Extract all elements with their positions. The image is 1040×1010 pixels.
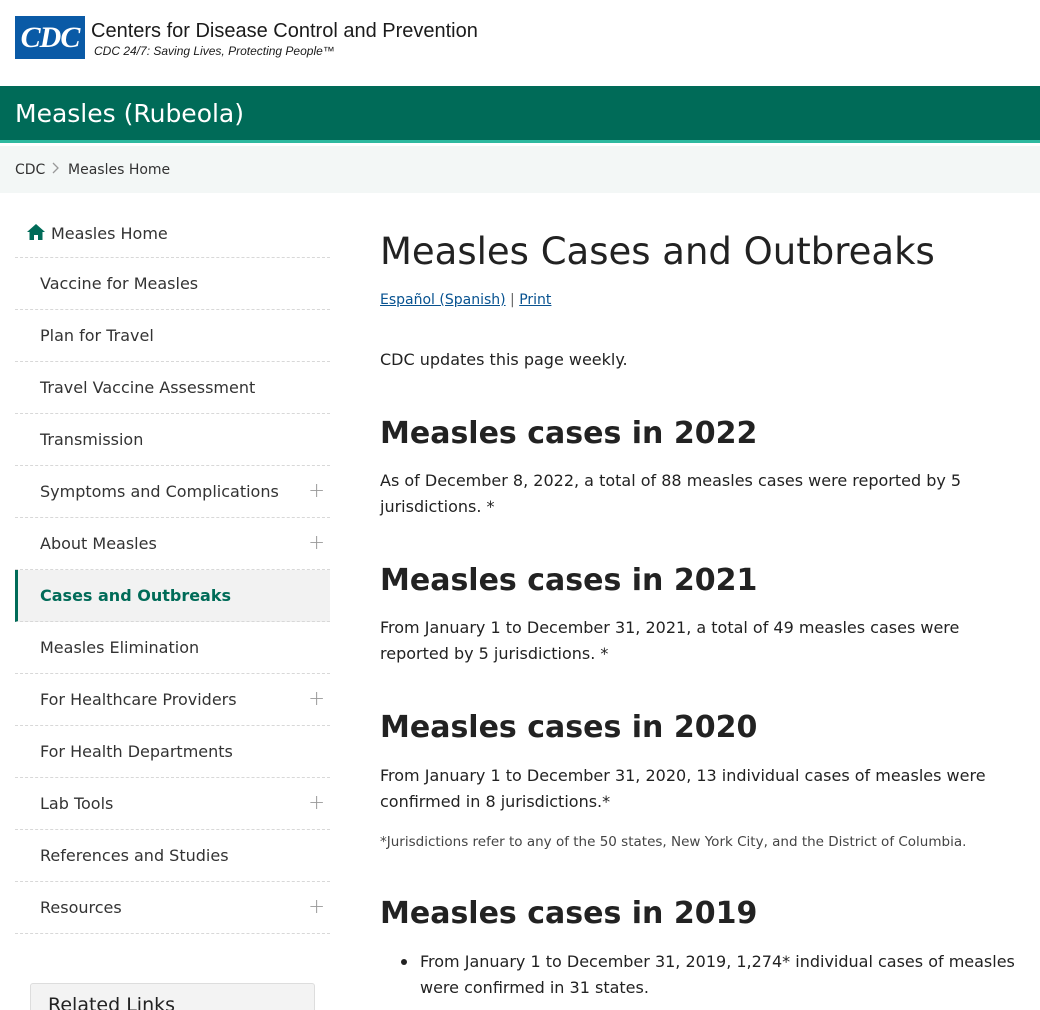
sidebar-item-measles-elimination[interactable] — [15, 622, 330, 674]
jurisdictions-footnote: *Jurisdictions refer to any of the 50 states, New York City, and the District of Columbia. — [380, 834, 967, 850]
section-text-2022: As of December 8, 2022, a total of 88 measles cases were reported by 5 jurisdictions. * — [380, 471, 962, 516]
chevron-right-icon — [52, 162, 60, 178]
sidebar-item-label: Cases and Outbreaks — [40, 586, 232, 605]
sidebar-item-label: Measles Elimination — [40, 638, 200, 657]
sidebar-item-label: For Healthcare Providers — [40, 690, 237, 709]
sidebar-item-label: For Health Departments — [40, 742, 233, 761]
sidebar-item-label: Transmission — [40, 430, 144, 449]
masthead — [0, 0, 1040, 86]
sidebar-item-vaccine[interactable] — [15, 258, 330, 310]
plus-icon[interactable]: + — [308, 478, 325, 502]
sidebar-item-label: References and Studies — [40, 846, 229, 865]
sidebar-item-about-measles[interactable] — [15, 518, 330, 570]
sidebar-item-plan-for-travel[interactable] — [15, 310, 330, 362]
link-separator: | — [510, 292, 515, 308]
cases-2019-list — [420, 949, 1020, 1000]
print-link[interactable]: Print — [519, 292, 552, 308]
breadcrumb-cdc[interactable]: CDC — [15, 162, 46, 178]
sidebar-item-healthcare-providers[interactable] — [15, 674, 330, 726]
related-links-panel — [30, 983, 315, 1010]
plus-icon[interactable]: + — [308, 686, 325, 710]
breadcrumb — [0, 146, 1040, 193]
section-heading-2019: Measles cases in 2019 — [380, 896, 758, 931]
sidebar-item-label: Resources — [40, 898, 122, 917]
sidebar-item-references[interactable] — [15, 830, 330, 882]
page-title: Measles Cases and Outbreaks — [380, 230, 935, 273]
sidebar-item-health-departments[interactable] — [15, 726, 330, 778]
sidebar-item-label: About Measles — [40, 534, 157, 553]
update-note: CDC updates this page weekly. — [380, 350, 628, 369]
language-print-links — [380, 292, 551, 308]
brand-tagline: CDC 24/7: Saving Lives, Protecting People™ — [94, 44, 335, 58]
section-text-2020: From January 1 to December 31, 2020, 13 individual cases of measles were confirmed in 8 jurisdictions.* — [380, 766, 986, 811]
home-icon — [26, 223, 46, 241]
site-title[interactable]: Measles (Rubeola) — [15, 99, 245, 128]
section-heading-2022: Measles cases in 2022 — [380, 416, 758, 451]
section-heading-2021: Measles cases in 2021 — [380, 563, 758, 598]
sidebar-item-label: Symptoms and Complications — [40, 482, 279, 501]
cdc-logo[interactable] — [15, 16, 85, 59]
list-item: From January 1 to December 31, 2019, 1,274* individual cases of measles were confirmed in 31 states. — [420, 949, 1020, 1000]
sidebar-item-travel-vaccine-assessment[interactable] — [15, 362, 330, 414]
cdc-logo-text: CDC — [20, 20, 80, 54]
sidebar-item-label: Measles Home — [51, 224, 168, 243]
plus-icon[interactable]: + — [308, 790, 325, 814]
sidebar-item-resources[interactable] — [15, 882, 330, 934]
section-text-2021: From January 1 to December 31, 2021, a total of 49 measles cases were reported by 5 jurisdictions. * — [380, 618, 960, 663]
spanish-link[interactable]: Español (Spanish) — [380, 292, 506, 308]
sidebar-item-transmission[interactable] — [15, 414, 330, 466]
section-heading-2020: Measles cases in 2020 — [380, 710, 758, 745]
sidebar-item-lab-tools[interactable] — [15, 778, 330, 830]
plus-icon[interactable]: + — [308, 894, 325, 918]
sidebar-item-symptoms[interactable] — [15, 466, 330, 518]
brand-title[interactable]: Centers for Disease Control and Prevention — [91, 20, 478, 42]
sidebar-item-label: Vaccine for Measles — [40, 274, 199, 293]
sidebar-item-label: Travel Vaccine Assessment — [40, 378, 256, 397]
sidebar-item-cases-and-outbreaks[interactable] — [15, 570, 330, 622]
sidebar-item-measles-home[interactable] — [15, 207, 330, 258]
breadcrumb-measles-home[interactable]: Measles Home — [68, 162, 171, 178]
plus-icon[interactable]: + — [308, 530, 325, 554]
sidebar-nav — [15, 207, 330, 934]
sidebar-item-label: Lab Tools — [40, 794, 114, 813]
sidebar-item-label: Plan for Travel — [40, 326, 154, 345]
site-title-bar — [0, 86, 1040, 143]
related-links-heading: Related Links — [48, 994, 176, 1010]
